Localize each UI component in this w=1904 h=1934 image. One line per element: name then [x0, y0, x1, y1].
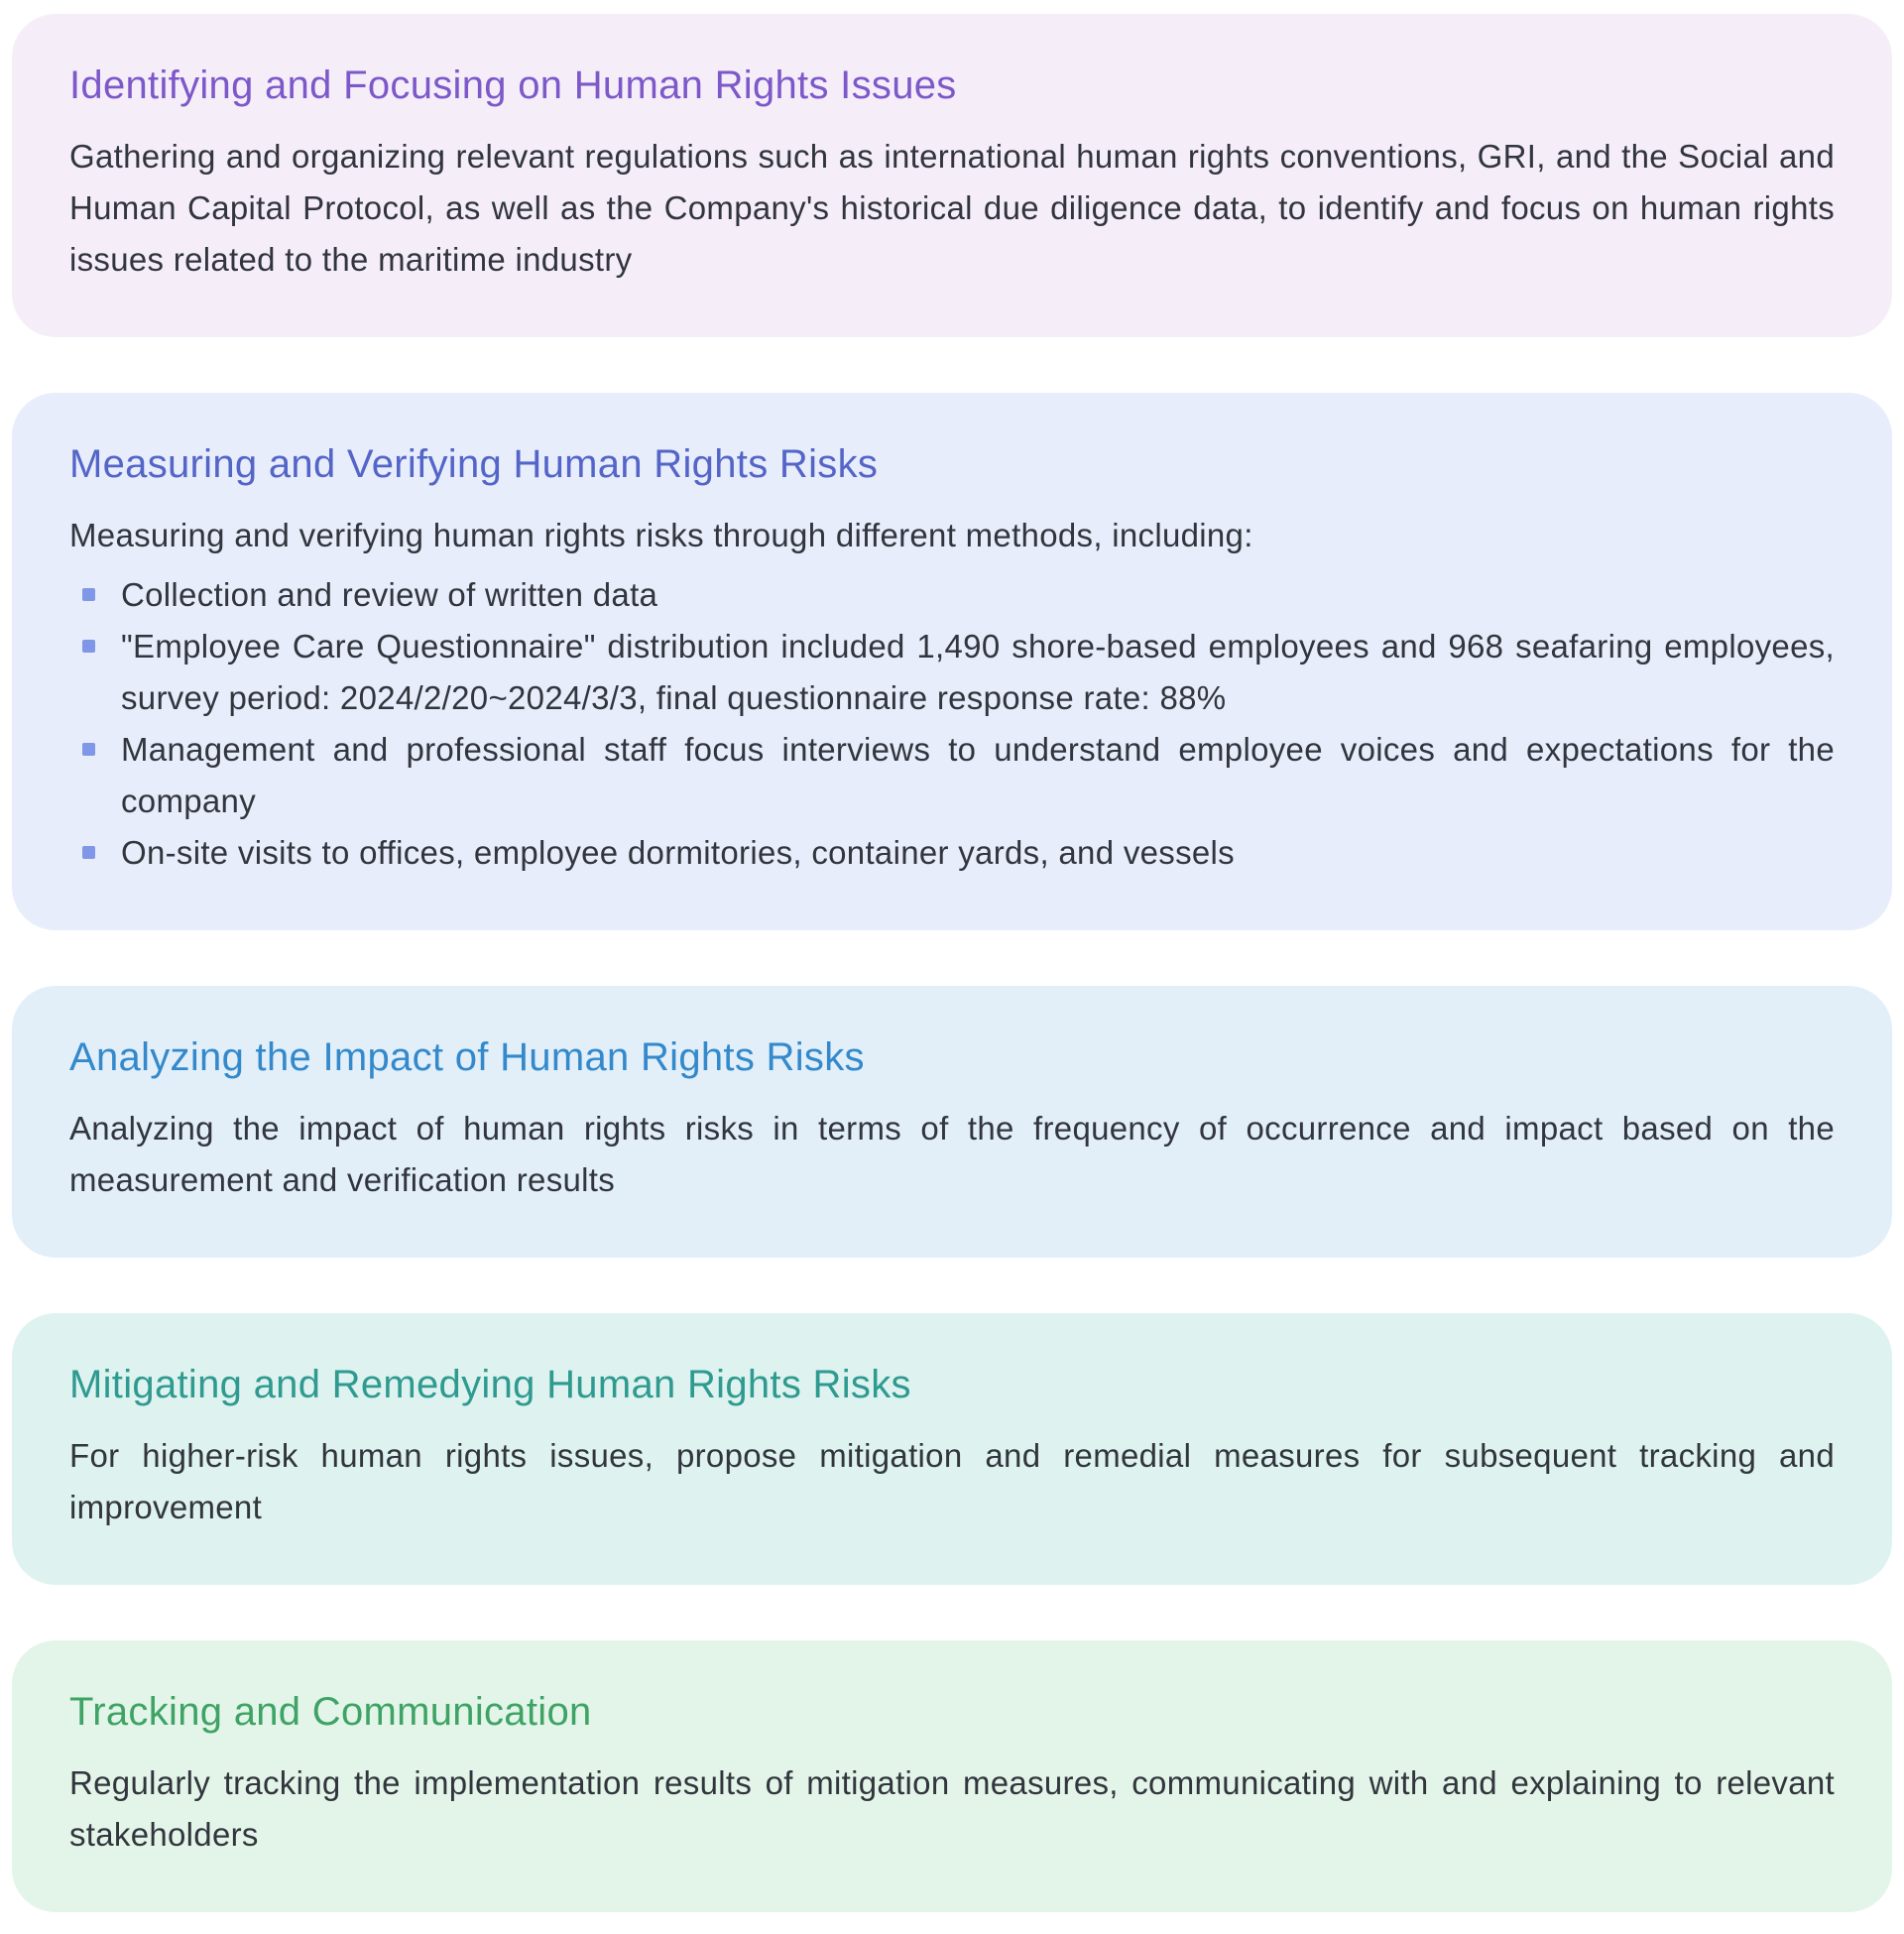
bullet-square-icon — [82, 743, 95, 756]
card-measuring-verifying — [12, 393, 1892, 930]
card-title: Analyzing the Impact of Human Rights Risks — [69, 1035, 865, 1079]
methods-list — [69, 569, 1835, 879]
card-body-text: Analyzing the impact of human rights risks in terms of the frequency of occurrence and impact based on the measurement and verification results — [69, 1110, 1835, 1198]
card-tracking-communication — [12, 1640, 1892, 1912]
bullet-square-icon — [82, 588, 95, 601]
card-title: Measuring and Verifying Human Rights Risks — [69, 442, 879, 486]
card-body-text: Measuring and verifying human rights risks through different methods, including: — [69, 517, 1253, 553]
card-title: Identifying and Focusing on Human Rights Issues — [69, 63, 957, 107]
card-mitigating-remedying — [12, 1313, 1892, 1585]
list-item-text: On-site visits to offices, employee dormitories, container yards, and vessels — [121, 834, 1235, 871]
bullet-square-icon — [82, 640, 95, 653]
card-analyzing-impact — [12, 986, 1892, 1258]
list-item-text: "Employee Care Questionnaire" distribution included 1,490 shore-based employees and 968 seafaring employees, survey period: 2024/2/20~2024/3/3, final questionnaire response rate: 88% — [121, 628, 1835, 716]
card-body-text: Gathering and organizing relevant regulations such as international human rights conventions, GRI, and the Social and Human Capital Protocol, as well as the Company's historical due diligence data, to identify and focus on human rights issues related to the maritime industry — [69, 138, 1835, 278]
list-item-text: Management and professional staff focus interviews to understand employee voices and expectations for the company — [121, 731, 1835, 819]
list-item — [69, 569, 1835, 621]
list-item — [69, 621, 1835, 724]
card-identifying-issues — [12, 14, 1892, 337]
card-title: Tracking and Communication — [69, 1690, 592, 1734]
list-item-text: Collection and review of written data — [121, 576, 658, 613]
list-item — [69, 827, 1835, 879]
bullet-square-icon — [82, 846, 95, 859]
card-body-text: For higher-risk human rights issues, propose mitigation and remedial measures for subsequent tracking and improvement — [69, 1437, 1835, 1525]
card-title: Mitigating and Remedying Human Rights Risks — [69, 1363, 911, 1406]
list-item — [69, 724, 1835, 827]
card-body-text: Regularly tracking the implementation results of mitigation measures, communicating with and explaining to relevant stakeholders — [69, 1764, 1835, 1853]
